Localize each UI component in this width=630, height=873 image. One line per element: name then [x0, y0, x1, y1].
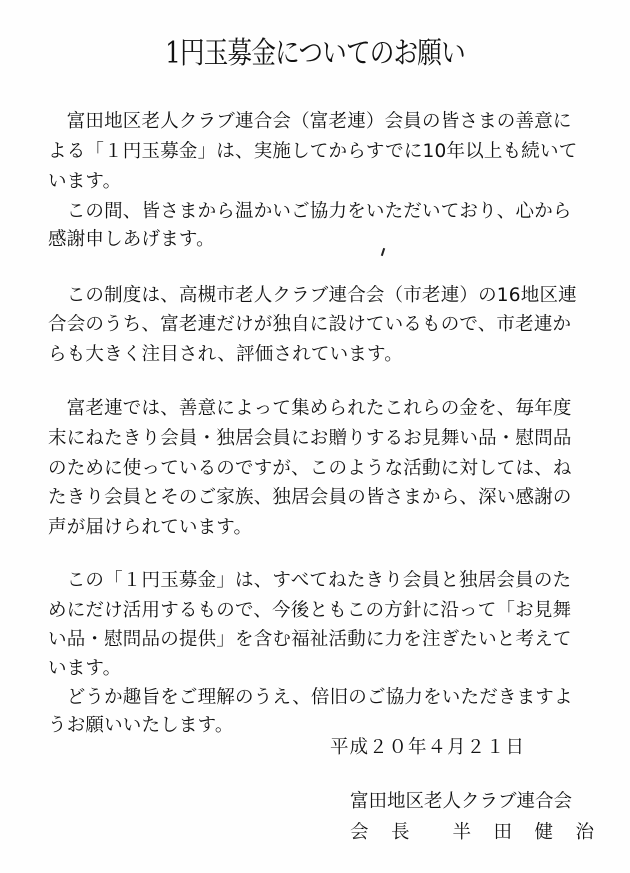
document-title: 1円玉募金についてのお願い: [165, 36, 465, 71]
body-line-14: この「１円玉募金」は、すべてねたきり会員と独居会員のた: [48, 570, 572, 591]
body-line-2: よる「１円玉募金」は、実施してからすでに10年以上も続いて: [48, 141, 578, 162]
body-line-17: います。: [48, 658, 122, 679]
body-line-12: たきり会員とそのご家族、独居会員の皆さまから、深い感謝の: [48, 487, 572, 508]
body-line-9: 富老連では、善意によって集められたこれらの金を、毎年度: [48, 398, 572, 419]
body-line-7: 合会のうち、富老連だけが独自に設けているもので、市老連か: [48, 314, 572, 335]
body-line-4: この間、皆さまから温かいご協力をいただいており、心から: [48, 201, 572, 222]
body-line-16: い品・慰問品の提供」を含む福祉活動に力を注ぎたいと考えて: [48, 629, 572, 650]
body-line-6: この制度は、高槻市老人クラブ連合会（市老連）の16地区連: [48, 285, 577, 306]
document-date: 平成２０年４月２１日: [330, 737, 526, 758]
body-line-5: 感謝申しあげます。: [48, 229, 215, 250]
body-line-10: 末にねたきり会員・独居会員にお贈りするお見舞い品・慰問品: [48, 428, 572, 449]
body-line-1: 富田地区老人クラブ連合会（富老連）会員の皆さまの善意に: [48, 111, 572, 132]
stray-mark: [381, 248, 385, 256]
body-line-11: のために使っているのですが、このような活動に対しては、ね: [48, 458, 572, 479]
body-line-19: うお願いいたします。: [48, 715, 234, 736]
body-line-15: めにだけ活用するもので、今後ともこの方針に沿って「お見舞: [48, 600, 572, 621]
body-line-8: らも大きく注目され、評価されています。: [48, 344, 403, 365]
organization-name: 富田地区老人クラブ連合会: [350, 791, 573, 812]
body-line-18: どうか趣旨をご理解のうえ、倍旧のご協力をいただきますよ: [48, 687, 573, 708]
body-line-13: 声が届けられています。: [48, 517, 253, 538]
body-line-3: います。: [48, 171, 122, 192]
signature-line: 会 長 半 田 健 治: [350, 822, 597, 843]
